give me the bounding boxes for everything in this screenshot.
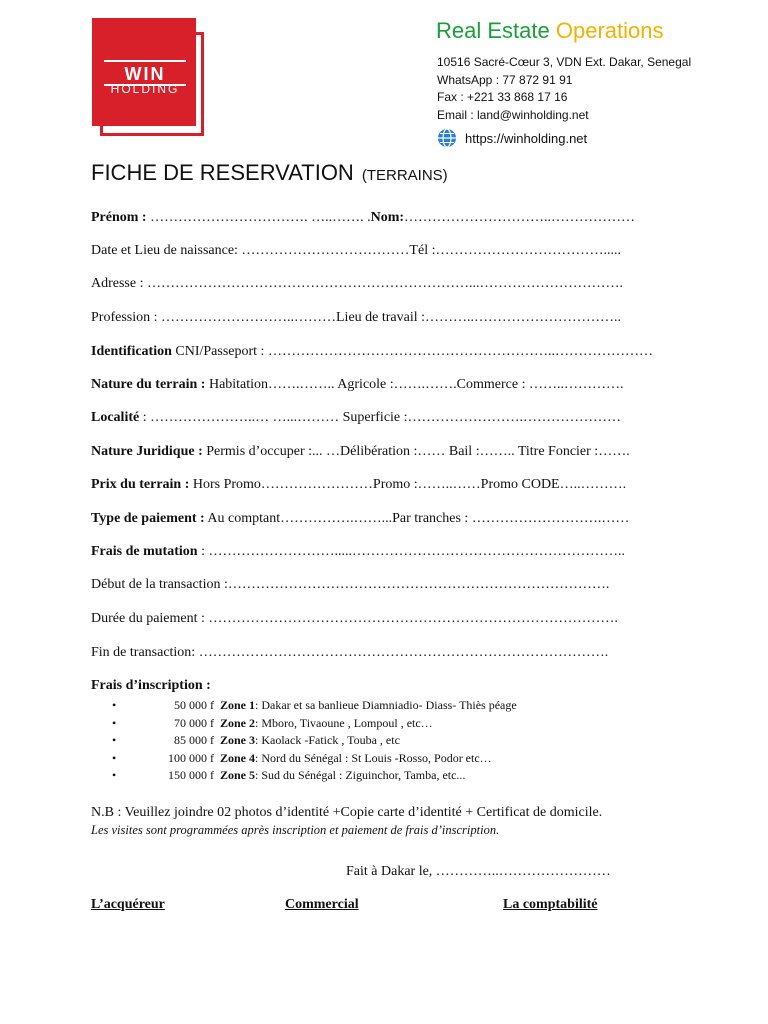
field-duree[interactable]: Durée du paiement : …………………………………………………………………………….: [91, 611, 618, 626]
fee-amount: 85 000 f: [174, 733, 214, 747]
fee-desc: : Nord du Sénégal : St Louis -Rosso, Podor etc…: [255, 750, 492, 765]
form-title-main: FICHE DE RESERVATION: [91, 160, 354, 185]
brand-part-2: Operations: [555, 18, 664, 43]
field-adresse[interactable]: Adresse : ……………………………………………………………...………………………….: [91, 276, 623, 291]
fee-zone: Zone 5: [220, 768, 256, 782]
prenom-label: Prénom :: [91, 210, 147, 225]
fee-amount: 50 000 f: [174, 698, 214, 712]
fees-list: [112, 697, 517, 785]
nom-dots[interactable]: …………………………..………………: [404, 210, 636, 225]
fee-zone: Zone 2: [220, 715, 256, 730]
fee-zone: Zone 4: [220, 750, 256, 765]
fee-amount: 150 000 f: [168, 768, 214, 782]
form-title: [91, 160, 448, 186]
fee-amount: 100 000 f: [168, 750, 214, 765]
identification-rest[interactable]: CNI/Passeport : ……………………………………………………..…………………: [171, 344, 653, 359]
field-profession[interactable]: Profession : ………………………..………Lieu de travail :………..…………………………..: [91, 310, 622, 325]
localite-label: Localité: [91, 410, 140, 425]
identification-label: Identification: [91, 344, 172, 359]
email-line: Email : land@winholding.net: [437, 107, 589, 122]
field-naissance[interactable]: Date et Lieu de naissance: ………………………………Tél :……………………………….....: [91, 243, 621, 258]
fee-desc: : Mboro, Tivaoune , Lompoul , etc…: [255, 715, 433, 730]
field-nature-terrain[interactable]: [91, 377, 623, 393]
bullet-icon: •: [112, 768, 117, 782]
website-row[interactable]: [437, 128, 587, 148]
fee-row: [112, 732, 517, 750]
prix-label: Prix du terrain :: [91, 477, 190, 492]
juridique-rest[interactable]: Permis d’occuper :... …Délibération :…… Bail :…….. Titre Foncier :…….: [202, 444, 630, 459]
localite-rest[interactable]: : …………………..… …...……… Superficie :…………………….…………………: [139, 410, 622, 425]
nb-note: N.B : Veuillez joindre 02 photos d’identité +Copie carte d’identité + Certificat de domicile.: [91, 805, 603, 820]
paiement-rest[interactable]: Au comptant…………….……...Par tranches : ……………………….……: [204, 511, 630, 526]
nature-rest[interactable]: Habitation…….…….. Agricole :…….…….Commerce : ……..………….: [205, 377, 624, 392]
field-paiement[interactable]: [91, 511, 629, 527]
signature-comptabilite: La comptabilité: [503, 897, 598, 912]
fees-title: Frais d’inscription :: [91, 678, 211, 693]
address-line: 10516 Sacré-Cœur 3, VDN Ext. Dakar, Senegal: [437, 55, 692, 69]
fee-amount: 70 000 f: [174, 715, 214, 730]
field-mutation[interactable]: [91, 544, 625, 560]
field-prenom-nom: [91, 210, 635, 226]
fax-line: Fax : +221 33 868 17 16: [437, 90, 568, 104]
signature-acquereur: L’acquéreur: [91, 897, 165, 912]
logo-block: [92, 18, 196, 126]
mutation-label: Frais de mutation: [91, 544, 198, 559]
field-prix[interactable]: [91, 477, 626, 493]
fee-desc: : Dakar et sa banlieue Diamniadio- Diass- Thiès péage: [255, 698, 517, 712]
field-debut[interactable]: Début de la transaction :……………………………………………………………………….: [91, 577, 610, 592]
logo-line-top: [104, 60, 186, 62]
fee-row: [112, 750, 517, 768]
fee-zone: Zone 3: [220, 733, 256, 747]
bullet-icon: •: [112, 750, 117, 765]
field-nature-juridique[interactable]: [91, 444, 630, 460]
visits-note: Les visites sont programmées après inscription et paiement de frais d’inscription.: [91, 823, 500, 837]
logo-text-win: WIN: [124, 64, 166, 84]
bullet-icon: •: [112, 733, 117, 747]
globe-icon: [437, 128, 457, 148]
brand-part-1: Real Estate: [436, 18, 550, 43]
fee-row: [112, 715, 517, 733]
bullet-icon: •: [112, 698, 117, 712]
field-localite[interactable]: [91, 410, 621, 426]
nature-label: Nature du terrain :: [91, 377, 206, 392]
signature-commercial: Commercial: [285, 897, 359, 912]
field-identification[interactable]: [91, 344, 653, 360]
contact-block: [437, 54, 691, 124]
fee-zone: Zone 1: [220, 698, 256, 712]
nom-label: Nom:: [370, 210, 405, 225]
mutation-rest[interactable]: : ……………………….....…………………………………………………..: [197, 544, 625, 559]
prix-rest[interactable]: Hors Promo……………………Promo :……..……Promo CODE…..……….: [189, 477, 627, 492]
fee-desc: : Kaolack -Fatick , Touba , etc: [255, 733, 400, 747]
field-fin[interactable]: Fin de transaction: …………………………………………………………………………….: [91, 645, 609, 660]
bullet-icon: •: [112, 715, 117, 730]
whatsapp-line: WhatsApp : 77 872 91 91: [437, 72, 573, 87]
fee-row: [112, 767, 517, 785]
website-link[interactable]: https://winholding.net: [465, 130, 588, 146]
prenom-dots[interactable]: ……………………………. …..……. .: [146, 210, 371, 225]
fee-desc: : Sud du Sénégal : Ziguinchor, Tamba, etc...: [255, 768, 466, 782]
juridique-label: Nature Juridique :: [91, 444, 203, 459]
fee-row: [112, 697, 517, 715]
paiement-label: Type de paiement :: [91, 511, 205, 526]
company-logo: [92, 18, 206, 138]
logo-text-holding: HOLDING: [110, 82, 180, 96]
form-title-sub: (TERRAINS): [361, 167, 448, 184]
brand-title: [436, 18, 663, 44]
fait-a-dakar[interactable]: Fait à Dakar le, …………..……………………: [346, 864, 611, 879]
